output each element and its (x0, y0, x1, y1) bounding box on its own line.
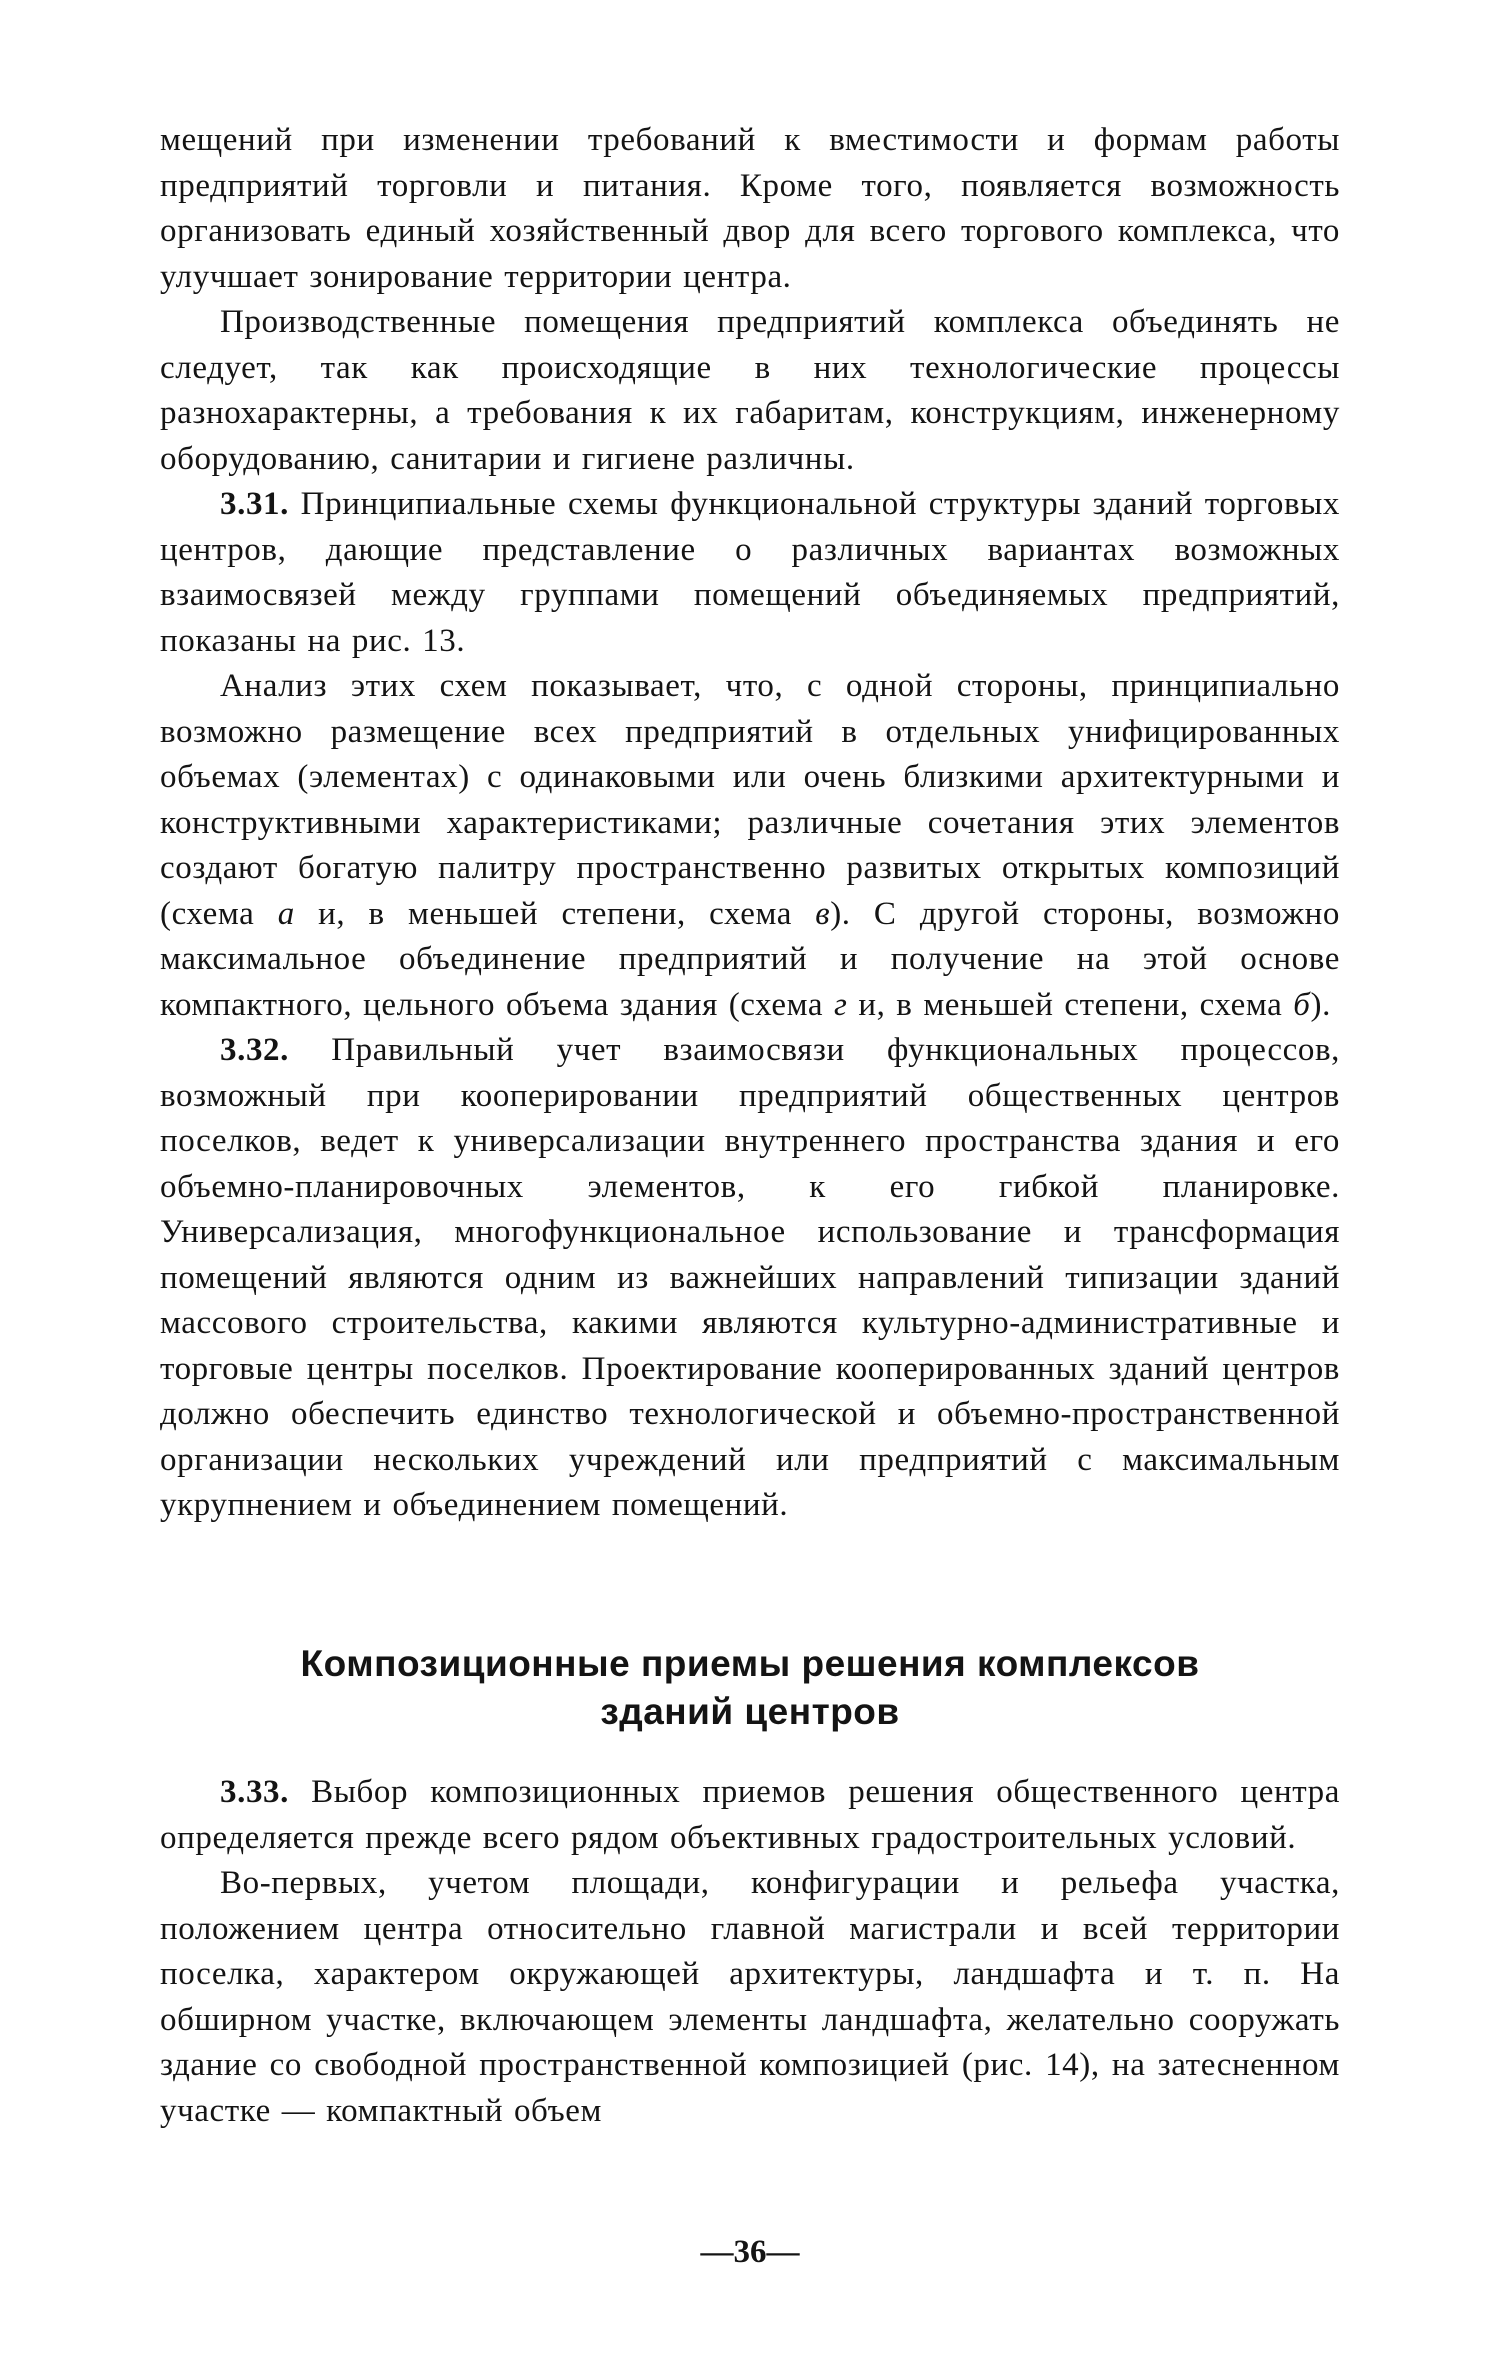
section-number-3-33: 3.33. (220, 1774, 289, 1810)
schema-letter-g: г (834, 986, 848, 1023)
schema-letter-v: в (815, 895, 831, 932)
page-number: —36— (700, 2234, 800, 2270)
paragraph-production-premises: Производственные помещения предприятий комплекса объединять не следует, так как происходящие в них технологические процессы разнохарактерны, а требования к их габаритам, конструкциям, инженерному оборудованию, санитарии и гигиене различны. (160, 304, 1340, 477)
section-heading (160, 1640, 1340, 1736)
paragraph-3-33 (160, 1770, 1340, 1861)
body-text-upper (160, 118, 1340, 1529)
paragraph-3-32-text: Правильный учет взаимосвязи функциональных процессов, возможный при кооперировании предприятий общественных центров поселков, ведет к универсализации внутреннего пространства здания и его объемно-планировочных элементов, к его гибкой планировке. Универсализация, многофункциональное использование и трансформация помещений являются одним из важнейших направлений типизации зданий массового строительства, какими являются культурно-административные и торговые центры поселков. Проектирование кооперированных зданий центров должно обеспечить единство технологической и объемно-пространственной организации нескольких учреждений или предприятий с максимальным укрупнением и объединением помещений. (160, 1032, 1340, 1523)
section-heading-line-1: Композиционные приемы решения комплексов (300, 1643, 1200, 1684)
paragraph-3-33-text: Выбор композиционных приемов решения общественного центра определяется прежде всего рядом объективных градостроительных условий. (160, 1774, 1340, 1856)
schema-letter-a: а (277, 895, 295, 932)
paragraph-3-31-text: Принципиальные схемы функциональной структуры зданий торговых центров, дающие представление о различных вариантах возможных взаимосвязей между группами помещений объединяемых предприятий, показаны на рис. 13. (160, 486, 1340, 659)
analysis-text-part-2: и, в меньшей степени, схема (294, 895, 816, 932)
paragraph-firstly: Во-первых, учетом площади, конфигурации и рельефа участка, положением центра относительно главной магистрали и всей территории поселка, характером окружающей архитектуры, ландшафта и т. п. На обширном участке, включающем элементы ландшафта, желательно сооружать здание со свободной пространственной композицией (рис. 14), на затесненном участке — компактный объем (160, 1865, 1340, 2129)
paragraph-3-31 (160, 482, 1340, 664)
section-number-3-32: 3.32. (220, 1032, 289, 1068)
body-text-lower (160, 1770, 1340, 2134)
analysis-text-part-1: Анализ этих схем показывает, что, с одной стороны, принципиально возможно размещение всех предприятий в отдельных унифицированных объемах (элементах) с одинаковыми или очень близкими архитектурными и конструктивными характеристиками; различные сочетания этих элементов создают богатую палитру пространственно развитых открытых композиций (схема (160, 668, 1340, 932)
analysis-text-part-4: и, в меньшей степени, схема (847, 986, 1294, 1023)
paragraph-continuation: мещений при изменении требований к вместимости и формам работы предприятий торговли и питания. Кроме того, появляется возможность организовать единый хозяйственный двор для всего торгового комплекса, что улучшает зонирование территории центра. (160, 122, 1340, 295)
analysis-text-part-3: ). С другой стороны, возможно максимальное объединение предприятий и получение на этой основе компактного, цельного объема здания (схема (160, 895, 1340, 1023)
schema-letter-b: б (1293, 986, 1311, 1023)
section-number-3-31: 3.31. (220, 486, 289, 522)
paragraph-3-32 (160, 1028, 1340, 1529)
section-heading-line-2: зданий центров (600, 1691, 900, 1732)
paragraph-schema-analysis (160, 664, 1340, 1028)
analysis-text-part-5: ). (1310, 986, 1331, 1023)
